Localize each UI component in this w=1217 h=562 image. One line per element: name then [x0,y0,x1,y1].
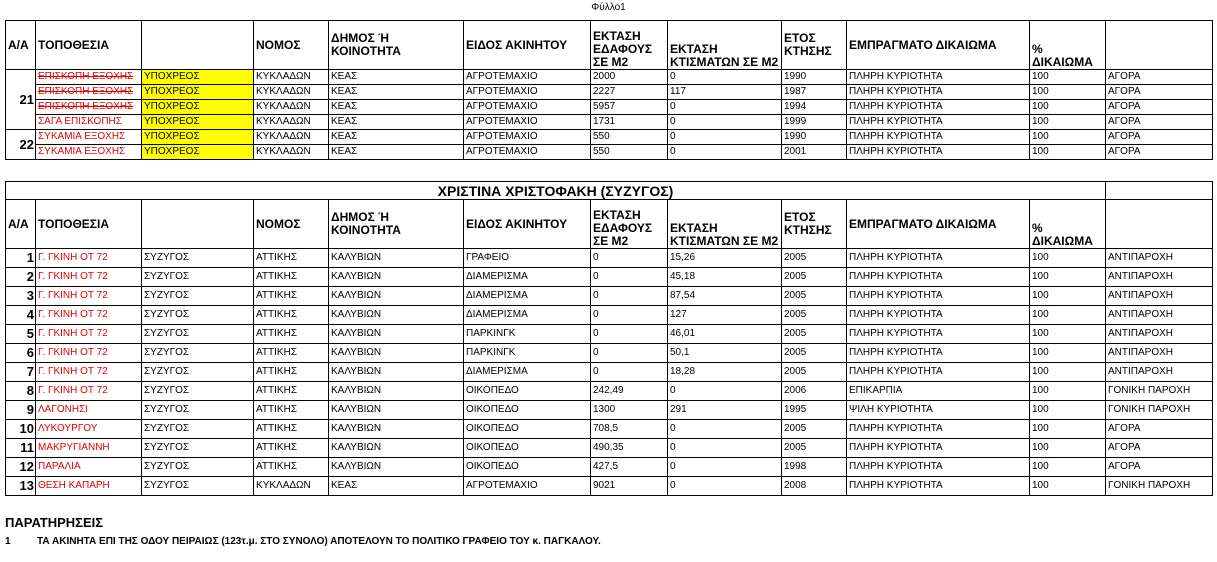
table-row [6,249,1213,268]
cell-nomos: ΑΤΤΙΚΗΣ [254,325,329,344]
cell-building: 0 [668,420,782,439]
cell-loc: ΕΠΙΣΚΟΠΗ ΕΞΟΧΗΣ [36,70,142,85]
cell-dimos: ΚΕΑΣ [329,130,464,145]
row-number: 6 [6,344,36,363]
cell-right: ΠΛΗΡΗ ΚΥΡΙΟΤΗΤΑ [847,458,1030,477]
cell-loc: ΣΥΚΑΜΙΑ ΕΞΟΧΗΣ [36,145,142,160]
cell-land: 0 [591,325,668,344]
cell-building: 127 [668,306,782,325]
table-row [6,287,1213,306]
cell-building: 15,26 [668,249,782,268]
header-aa: Α/Α [6,200,36,249]
cell-dimos: ΚΑΛΥΒΙΩΝ [329,344,464,363]
cell-owner: ΥΠΟΧΡΕΟΣ [142,70,254,85]
cell-pct: 100 [1030,439,1106,458]
cell-nomos: ΑΤΤΙΚΗΣ [254,458,329,477]
cell-year: 2006 [782,382,847,401]
cell-owner: ΣΥΖΥΓΟΣ [142,344,254,363]
cell-owner: ΥΠΟΧΡΕΟΣ [142,145,254,160]
cell-land: 708,5 [591,420,668,439]
row-number: 21 [6,70,36,130]
table-row [6,363,1213,382]
cell-nomos: ΑΤΤΙΚΗΣ [254,439,329,458]
header-row [6,21,1213,70]
cell-loc: Γ. ΓΚΙΝΗ ΟΤ 72 [36,287,142,306]
cell-year: 2005 [782,344,847,363]
cell-owner: ΣΥΖΥΓΟΣ [142,306,254,325]
row-number: 8 [6,382,36,401]
cell-pct: 100 [1030,363,1106,382]
remark-item [5,536,601,547]
cell-pct: 100 [1030,249,1106,268]
cell-owner: ΣΥΖΥΓΟΣ [142,382,254,401]
cell-acq: ΑΝΤΙΠΑΡΟΧΗ [1106,325,1213,344]
cell-loc: ΕΠΙΣΚΟΠΗ ΕΞΟΧΗΣ [36,100,142,115]
cell-nomos: ΚΥΚΛΑΔΩΝ [254,85,329,100]
cell-type: ΑΓΡΟΤΕΜΑΧΙΟ [464,70,591,85]
cell-acq: ΑΓΟΡΑ [1106,100,1213,115]
cell-year: 1995 [782,401,847,420]
cell-land: 2000 [591,70,668,85]
table-row [6,85,1213,100]
table-row [6,382,1213,401]
cell-type: ΔΙΑΜΕΡΙΣΜΑ [464,306,591,325]
cell-land: 2227 [591,85,668,100]
cell-year: 2005 [782,363,847,382]
cell-loc: Γ. ΓΚΙΝΗ ΟΤ 72 [36,382,142,401]
sheet-name: Φύλλο1 [591,2,626,13]
cell-dimos: ΚΑΛΥΒΙΩΝ [329,382,464,401]
cell-pct: 100 [1030,145,1106,160]
header-year: ΕΤΟΣ ΚΤΗΣΗΣ [782,200,847,249]
cell-pct: 100 [1030,458,1106,477]
cell-right: ΠΛΗΡΗ ΚΥΡΙΟΤΗΤΑ [847,70,1030,85]
cell-acq: ΑΝΤΙΠΑΡΟΧΗ [1106,363,1213,382]
spouse-title-row [6,182,1213,200]
cell-year: 2005 [782,439,847,458]
cell-nomos: ΑΤΤΙΚΗΣ [254,344,329,363]
table-row [6,344,1213,363]
cell-loc: Γ. ΓΚΙΝΗ ΟΤ 72 [36,325,142,344]
cell-right: ΠΛΗΡΗ ΚΥΡΙΟΤΗΤΑ [847,130,1030,145]
table-row [6,306,1213,325]
table-row [6,325,1213,344]
header-right: ΕΜΠΡΑΓΜΑΤΟ ΔΙΚΑΙΩΜΑ [847,200,1030,249]
cell-nomos: ΑΤΤΙΚΗΣ [254,249,329,268]
cell-acq: ΓΟΝΙΚΗ ΠΑΡΟΧΗ [1106,477,1213,496]
cell-acq: ΓΟΝΙΚΗ ΠΑΡΟΧΗ [1106,382,1213,401]
cell-dimos: ΚΑΛΥΒΙΩΝ [329,287,464,306]
cell-year: 2008 [782,477,847,496]
cell-building: 45,18 [668,268,782,287]
cell-type: ΔΙΑΜΕΡΙΣΜΑ [464,268,591,287]
cell-owner: ΣΥΖΥΓΟΣ [142,420,254,439]
cell-building: 87,54 [668,287,782,306]
cell-loc: ΣΥΚΑΜΙΑ ΕΞΟΧΗΣ [36,130,142,145]
table-row [6,115,1213,130]
row-number: 13 [6,477,36,496]
row-number: 22 [6,130,36,160]
cell-nomos: ΚΥΚΛΑΔΩΝ [254,145,329,160]
cell-building: 0 [668,382,782,401]
cell-building: 117 [668,85,782,100]
cell-loc: ΕΠΙΣΚΟΠΗ ΕΞΟΧΗΣ [36,85,142,100]
header-nomos: ΝΟΜΟΣ [254,200,329,249]
property-table-declarant [5,20,1213,160]
cell-land: 0 [591,249,668,268]
cell-land: 0 [591,287,668,306]
cell-right: ΠΛΗΡΗ ΚΥΡΙΟΤΗΤΑ [847,249,1030,268]
cell-year: 2001 [782,145,847,160]
cell-owner: ΣΥΖΥΓΟΣ [142,325,254,344]
cell-right: ΨΙΛΗ ΚΥΡΙΟΤΗΤΑ [847,401,1030,420]
cell-right: ΠΛΗΡΗ ΚΥΡΙΟΤΗΤΑ [847,325,1030,344]
cell-dimos: ΚΑΛΥΒΙΩΝ [329,249,464,268]
cell-right: ΠΛΗΡΗ ΚΥΡΙΟΤΗΤΑ [847,287,1030,306]
header-acq [1106,200,1213,249]
header-year: ΕΤΟΣ ΚΤΗΣΗΣ [782,21,847,70]
cell-loc: ΠΑΡΑΛΙΑ [36,458,142,477]
cell-pct: 100 [1030,268,1106,287]
header-aa: Α/Α [6,21,36,70]
cell-building: 0 [668,115,782,130]
cell-type: ΟΙΚΟΠΕΔΟ [464,439,591,458]
cell-dimos: ΚΑΛΥΒΙΩΝ [329,268,464,287]
header-land: ΕΚΤΑΣΗ ΕΔΑΦΟΥΣ ΣΕ Μ2 [591,200,668,249]
cell-nomos: ΚΥΚΛΑΔΩΝ [254,115,329,130]
cell-nomos: ΚΥΚΛΑΔΩΝ [254,477,329,496]
cell-owner: ΥΠΟΧΡΕΟΣ [142,130,254,145]
cell-owner: ΥΠΟΧΡΕΟΣ [142,115,254,130]
cell-dimos: ΚΕΑΣ [329,145,464,160]
cell-land: 550 [591,130,668,145]
cell-land: 242,49 [591,382,668,401]
row-number: 10 [6,420,36,439]
cell-nomos: ΚΥΚΛΑΔΩΝ [254,100,329,115]
cell-land: 1731 [591,115,668,130]
cell-owner: ΣΥΖΥΓΟΣ [142,458,254,477]
cell-building: 0 [668,145,782,160]
header-right: ΕΜΠΡΑΓΜΑΤΟ ΔΙΚΑΙΩΜΑ [847,21,1030,70]
cell-dimos: ΚΑΛΥΒΙΩΝ [329,439,464,458]
cell-right: ΠΛΗΡΗ ΚΥΡΙΟΤΗΤΑ [847,306,1030,325]
remarks-title: ΠΑΡΑΤΗΡΗΣΕΙΣ [5,515,104,530]
table-row [6,70,1213,85]
cell-pct: 100 [1030,115,1106,130]
header-acq [1106,21,1213,70]
cell-year: 2005 [782,325,847,344]
cell-acq: ΑΝΤΙΠΑΡΟΧΗ [1106,287,1213,306]
cell-type: ΟΙΚΟΠΕΔΟ [464,401,591,420]
cell-building: 0 [668,439,782,458]
table-row [6,130,1213,145]
cell-owner: ΣΥΖΥΓΟΣ [142,363,254,382]
cell-dimos: ΚΑΛΥΒΙΩΝ [329,420,464,439]
cell-loc: Γ. ΓΚΙΝΗ ΟΤ 72 [36,363,142,382]
header-blank [142,21,254,70]
spouse-title-spacer [1106,182,1213,200]
cell-dimos: ΚΕΑΣ [329,477,464,496]
row-number: 3 [6,287,36,306]
cell-type: ΟΙΚΟΠΕΔΟ [464,420,591,439]
cell-acq: ΑΓΟΡΑ [1106,115,1213,130]
cell-right: ΠΛΗΡΗ ΚΥΡΙΟΤΗΤΑ [847,477,1030,496]
header-location: ΤΟΠΟΘΕΣΙΑ [36,200,142,249]
cell-land: 490,35 [591,439,668,458]
cell-loc: Γ. ΓΚΙΝΗ ΟΤ 72 [36,268,142,287]
cell-pct: 100 [1030,130,1106,145]
cell-pct: 100 [1030,401,1106,420]
cell-type: ΓΡΑΦΕΙΟ [464,249,591,268]
cell-type: ΟΙΚΟΠΕΔΟ [464,382,591,401]
cell-building: 291 [668,401,782,420]
table-row [6,100,1213,115]
cell-land: 9021 [591,477,668,496]
cell-owner: ΣΥΖΥΓΟΣ [142,439,254,458]
cell-nomos: ΑΤΤΙΚΗΣ [254,268,329,287]
cell-building: 46,01 [668,325,782,344]
table-row [6,145,1213,160]
cell-building: 0 [668,458,782,477]
cell-acq: ΑΓΟΡΑ [1106,458,1213,477]
cell-land: 427,5 [591,458,668,477]
cell-dimos: ΚΕΑΣ [329,85,464,100]
row-number: 4 [6,306,36,325]
cell-right: ΠΛΗΡΗ ΚΥΡΙΟΤΗΤΑ [847,420,1030,439]
cell-loc: ΣΑΓΑ ΕΠΙΣΚΟΠΗΣ [36,115,142,130]
cell-building: 0 [668,70,782,85]
cell-nomos: ΑΤΤΙΚΗΣ [254,401,329,420]
cell-pct: 100 [1030,85,1106,100]
cell-loc: Γ. ΓΚΙΝΗ ΟΤ 72 [36,306,142,325]
cell-type: ΠΑΡΚΙΝΓΚ [464,325,591,344]
cell-owner: ΣΥΖΥΓΟΣ [142,287,254,306]
cell-right: ΠΛΗΡΗ ΚΥΡΙΟΤΗΤΑ [847,85,1030,100]
cell-land: 0 [591,344,668,363]
cell-right: ΠΛΗΡΗ ΚΥΡΙΟΤΗΤΑ [847,363,1030,382]
cell-nomos: ΑΤΤΙΚΗΣ [254,306,329,325]
cell-type: ΑΓΡΟΤΕΜΑΧΙΟ [464,145,591,160]
cell-acq: ΓΟΝΙΚΗ ΠΑΡΟΧΗ [1106,401,1213,420]
cell-owner: ΥΠΟΧΡΕΟΣ [142,85,254,100]
cell-building: 0 [668,477,782,496]
cell-land: 5957 [591,100,668,115]
cell-dimos: ΚΕΑΣ [329,70,464,85]
cell-year: 1990 [782,70,847,85]
cell-owner: ΣΥΖΥΓΟΣ [142,477,254,496]
cell-land: 1300 [591,401,668,420]
row-number: 1 [6,249,36,268]
cell-dimos: ΚΑΛΥΒΙΩΝ [329,401,464,420]
cell-acq: ΑΓΟΡΑ [1106,85,1213,100]
cell-year: 1990 [782,130,847,145]
cell-acq: ΑΝΤΙΠΑΡΟΧΗ [1106,306,1213,325]
cell-right: ΠΛΗΡΗ ΚΥΡΙΟΤΗΤΑ [847,439,1030,458]
row-number: 12 [6,458,36,477]
row-number: 9 [6,401,36,420]
cell-loc: Γ. ΓΚΙΝΗ ΟΤ 72 [36,249,142,268]
cell-acq: ΑΓΟΡΑ [1106,70,1213,85]
header-nomos: ΝΟΜΟΣ [254,21,329,70]
header-pct: % ΔΙΚΑΙΩΜΑ [1030,200,1106,249]
cell-dimos: ΚΑΛΥΒΙΩΝ [329,306,464,325]
cell-dimos: ΚΑΛΥΒΙΩΝ [329,325,464,344]
header-land: ΕΚΤΑΣΗ ΕΔΑΦΟΥΣ ΣΕ Μ2 [591,21,668,70]
cell-right: ΕΠΙΚΑΡΠΙΑ [847,382,1030,401]
header-dimos: ΔΗΜΟΣ Ή ΚΟΙΝΟΤΗΤΑ [329,21,464,70]
cell-loc: ΛΑΓΟΝΗΣΙ [36,401,142,420]
header-dimos: ΔΗΜΟΣ Ή ΚΟΙΝΟΤΗΤΑ [329,200,464,249]
cell-year: 1987 [782,85,847,100]
cell-type: ΑΓΡΟΤΕΜΑΧΙΟ [464,130,591,145]
cell-loc: ΜΑΚΡΥΓΙΑΝΝΗ [36,439,142,458]
cell-type: ΠΑΡΚΙΝΓΚ [464,344,591,363]
cell-pct: 100 [1030,382,1106,401]
cell-year: 2005 [782,306,847,325]
cell-nomos: ΑΤΤΙΚΗΣ [254,420,329,439]
table-row [6,477,1213,496]
header-building: ΕΚΤΑΣΗ ΚΤΙΣΜΑΤΩΝ ΣΕ Μ2 [668,21,782,70]
cell-nomos: ΚΥΚΛΑΔΩΝ [254,130,329,145]
cell-year: 2005 [782,287,847,306]
cell-pct: 100 [1030,325,1106,344]
cell-pct: 100 [1030,70,1106,85]
cell-acq: ΑΓΟΡΑ [1106,145,1213,160]
cell-right: ΠΛΗΡΗ ΚΥΡΙΟΤΗΤΑ [847,100,1030,115]
cell-year: 2005 [782,249,847,268]
cell-land: 550 [591,145,668,160]
cell-dimos: ΚΕΑΣ [329,100,464,115]
cell-pct: 100 [1030,287,1106,306]
table-row [6,401,1213,420]
cell-pct: 100 [1030,306,1106,325]
table-row [6,268,1213,287]
cell-type: ΔΙΑΜΕΡΙΣΜΑ [464,287,591,306]
cell-land: 0 [591,306,668,325]
row-number: 11 [6,439,36,458]
cell-type: ΑΓΡΟΤΕΜΑΧΙΟ [464,477,591,496]
cell-type: ΑΓΡΟΤΕΜΑΧΙΟ [464,100,591,115]
cell-right: ΠΛΗΡΗ ΚΥΡΙΟΤΗΤΑ [847,115,1030,130]
cell-type: ΔΙΑΜΕΡΙΣΜΑ [464,363,591,382]
cell-acq: ΑΝΤΙΠΑΡΟΧΗ [1106,268,1213,287]
cell-acq: ΑΝΤΙΠΑΡΟΧΗ [1106,249,1213,268]
header-location: ΤΟΠΟΘΕΣΙΑ [36,21,142,70]
table-row [6,439,1213,458]
header-building: ΕΚΤΑΣΗ ΚΤΙΣΜΑΤΩΝ ΣΕ Μ2 [668,200,782,249]
cell-nomos: ΑΤΤΙΚΗΣ [254,363,329,382]
cell-loc: Γ. ΓΚΙΝΗ ΟΤ 72 [36,344,142,363]
cell-type: ΑΓΡΟΤΕΜΑΧΙΟ [464,115,591,130]
cell-land: 0 [591,268,668,287]
header-blank [142,200,254,249]
cell-nomos: ΑΤΤΙΚΗΣ [254,382,329,401]
cell-building: 50,1 [668,344,782,363]
cell-pct: 100 [1030,344,1106,363]
cell-right: ΠΛΗΡΗ ΚΥΡΙΟΤΗΤΑ [847,145,1030,160]
header-type: ΕΙΔΟΣ ΑΚΙΝΗΤΟΥ [464,21,591,70]
cell-owner: ΣΥΖΥΓΟΣ [142,401,254,420]
cell-right: ΠΛΗΡΗ ΚΥΡΙΟΤΗΤΑ [847,344,1030,363]
spouse-header-row [6,200,1213,249]
cell-nomos: ΚΥΚΛΑΔΩΝ [254,70,329,85]
cell-owner: ΣΥΖΥΓΟΣ [142,249,254,268]
row-number: 2 [6,268,36,287]
cell-year: 2005 [782,420,847,439]
cell-owner: ΥΠΟΧΡΕΟΣ [142,100,254,115]
cell-loc: ΘΕΣΗ ΚΑΠΑΡΗ [36,477,142,496]
cell-dimos: ΚΑΛΥΒΙΩΝ [329,363,464,382]
remark-number: 1 [5,536,11,547]
property-table-spouse [5,181,1213,496]
cell-dimos: ΚΕΑΣ [329,115,464,130]
header-pct: % ΔΙΚΑΙΩΜΑ [1030,21,1106,70]
header-type: ΕΙΔΟΣ ΑΚΙΝΗΤΟΥ [464,200,591,249]
cell-year: 1998 [782,458,847,477]
cell-pct: 100 [1030,100,1106,115]
spouse-title: ΧΡΙΣΤΙΝΑ ΧΡΙΣΤΟΦΑΚΗ (ΣΥΖΥΓΟΣ) [6,182,1106,200]
table-row [6,420,1213,439]
cell-loc: ΛΥΚΟΥΡΓΟΥ [36,420,142,439]
cell-type: ΑΓΡΟΤΕΜΑΧΙΟ [464,85,591,100]
cell-building: 0 [668,130,782,145]
cell-pct: 100 [1030,420,1106,439]
cell-nomos: ΑΤΤΙΚΗΣ [254,287,329,306]
cell-acq: ΑΓΟΡΑ [1106,439,1213,458]
cell-type: ΟΙΚΟΠΕΔΟ [464,458,591,477]
row-number: 7 [6,363,36,382]
remark-text: ΤΑ ΑΚΙΝΗΤΑ ΕΠΙ ΤΗΣ ΟΔΟΥ ΠΕΙΡΑΙΩΣ (123τ.μ. ΣΤΟ ΣΥΝΟΛΟ) ΑΠΟΤΕΛΟΥΝ ΤΟ ΠΟΛΙΤΙΚΟ ΓΡΑΦΕΙΟ ΤΟΥ κ. ΠΑΓΚΑΛΟΥ. [37,536,601,547]
cell-dimos: ΚΑΛΥΒΙΩΝ [329,458,464,477]
cell-land: 0 [591,363,668,382]
cell-year: 1999 [782,115,847,130]
cell-acq: ΑΓΟΡΑ [1106,420,1213,439]
cell-year: 2005 [782,268,847,287]
cell-acq: ΑΝΤΙΠΑΡΟΧΗ [1106,344,1213,363]
cell-building: 0 [668,100,782,115]
cell-year: 1994 [782,100,847,115]
cell-owner: ΣΥΖΥΓΟΣ [142,268,254,287]
cell-building: 18,28 [668,363,782,382]
row-number: 5 [6,325,36,344]
cell-acq: ΑΓΟΡΑ [1106,130,1213,145]
table-row [6,458,1213,477]
cell-pct: 100 [1030,477,1106,496]
cell-right: ΠΛΗΡΗ ΚΥΡΙΟΤΗΤΑ [847,268,1030,287]
